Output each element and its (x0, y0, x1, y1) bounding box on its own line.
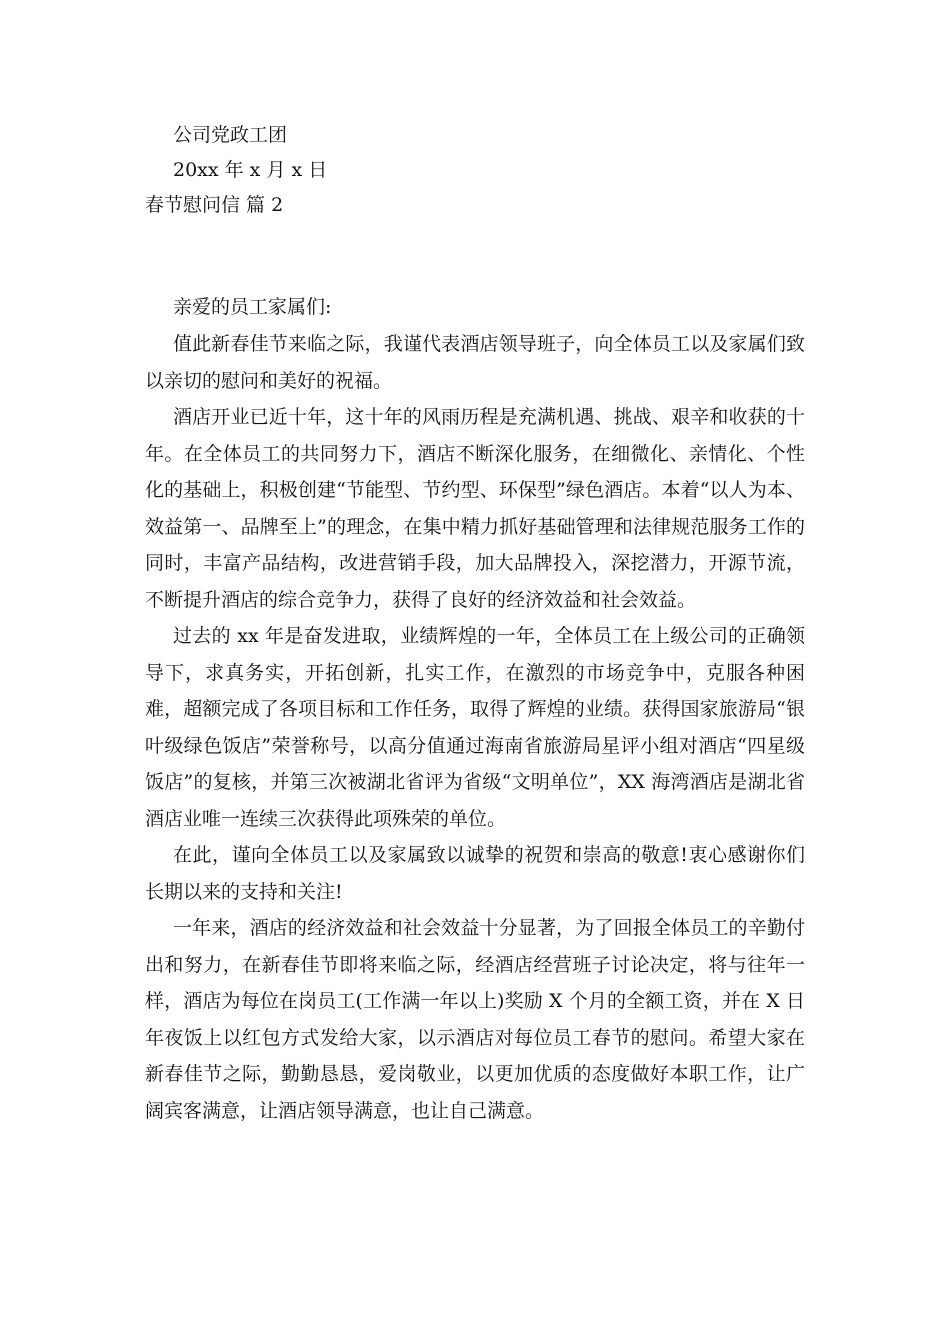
paragraph-achievements: 过去的 xx 年是奋发进取，业绩辉煌的一年，全体员工在上级公司的正确领导下，求真务实，开拓创新，扎实工作，在激烈的市场竞争中，克服各种困难，超额完成了各项目标和工作任务，取得了辉煌的业绩。获得国家旅游局“银叶级绿色饭店”荣誉称号，以高分值通过海南省旅游局星评小组对酒店“四星级饭店”的复核，并第三次被湖北省评为省级“文明单位”，XX 海湾酒店是湖北省酒店业唯一连续三次获得此项殊荣的单位。 (145, 625, 805, 830)
paragraph-thanks: 在此，谨向全体员工以及家属致以诚挚的祝贺和崇高的敬意!衷心感谢你们长期以来的支持和关注! (145, 844, 805, 903)
paragraph-bonus: 一年来，酒店的经济效益和社会效益十分显著，为了回报全体员工的辛勤付出和努力，在新春佳节即将来临之际，经酒店经营班子讨论决定，将与往年一样，酒店为每位在岗员工(工作满一年以上)奖励 X 个月的全额工资，并在 X 日年夜饭上以红包方式发给大家，以示酒店对每位员工春节的慰问。希望大家在新春佳节之际，勤勤恳恳，爱岗敬业，以更加优质的态度做好本职工作，让广阔宾客满意，让酒店领导满意，也让自己满意。 (145, 917, 805, 1122)
signature-organization: 公司党政工团 (173, 124, 288, 146)
section-title: 春节慰问信 篇 2 (145, 194, 284, 216)
signature-date: 20xx 年 x 月 x 日 (173, 159, 328, 181)
paragraph-greeting: 值此新春佳节来临之际，我谨代表酒店领导班子，向全体员工以及家属们致以亲切的慰问和美好的祝福。 (145, 333, 805, 392)
paragraph-history: 酒店开业已近十年，这十年的风雨历程是充满机遇、挑战、艰辛和收获的十年。在全体员工的共同努力下，酒店不断深化服务，在细微化、亲情化、个性化的基础上，积极创建“节能型、节约型、环保型”绿色酒店。本着“以人为本、效益第一、品牌至上”的理念，在集中精力抓好基础管理和法律规范服务工作的同时，丰富产品结构，改进营销手段，加大品牌投入，深挖潜力，开源节流，不断提升酒店的综合竞争力，获得了良好的经济效益和社会效益。 (145, 406, 805, 611)
letter-body (145, 326, 805, 1129)
letter-salutation: 亲爱的员工家属们: (173, 296, 332, 318)
